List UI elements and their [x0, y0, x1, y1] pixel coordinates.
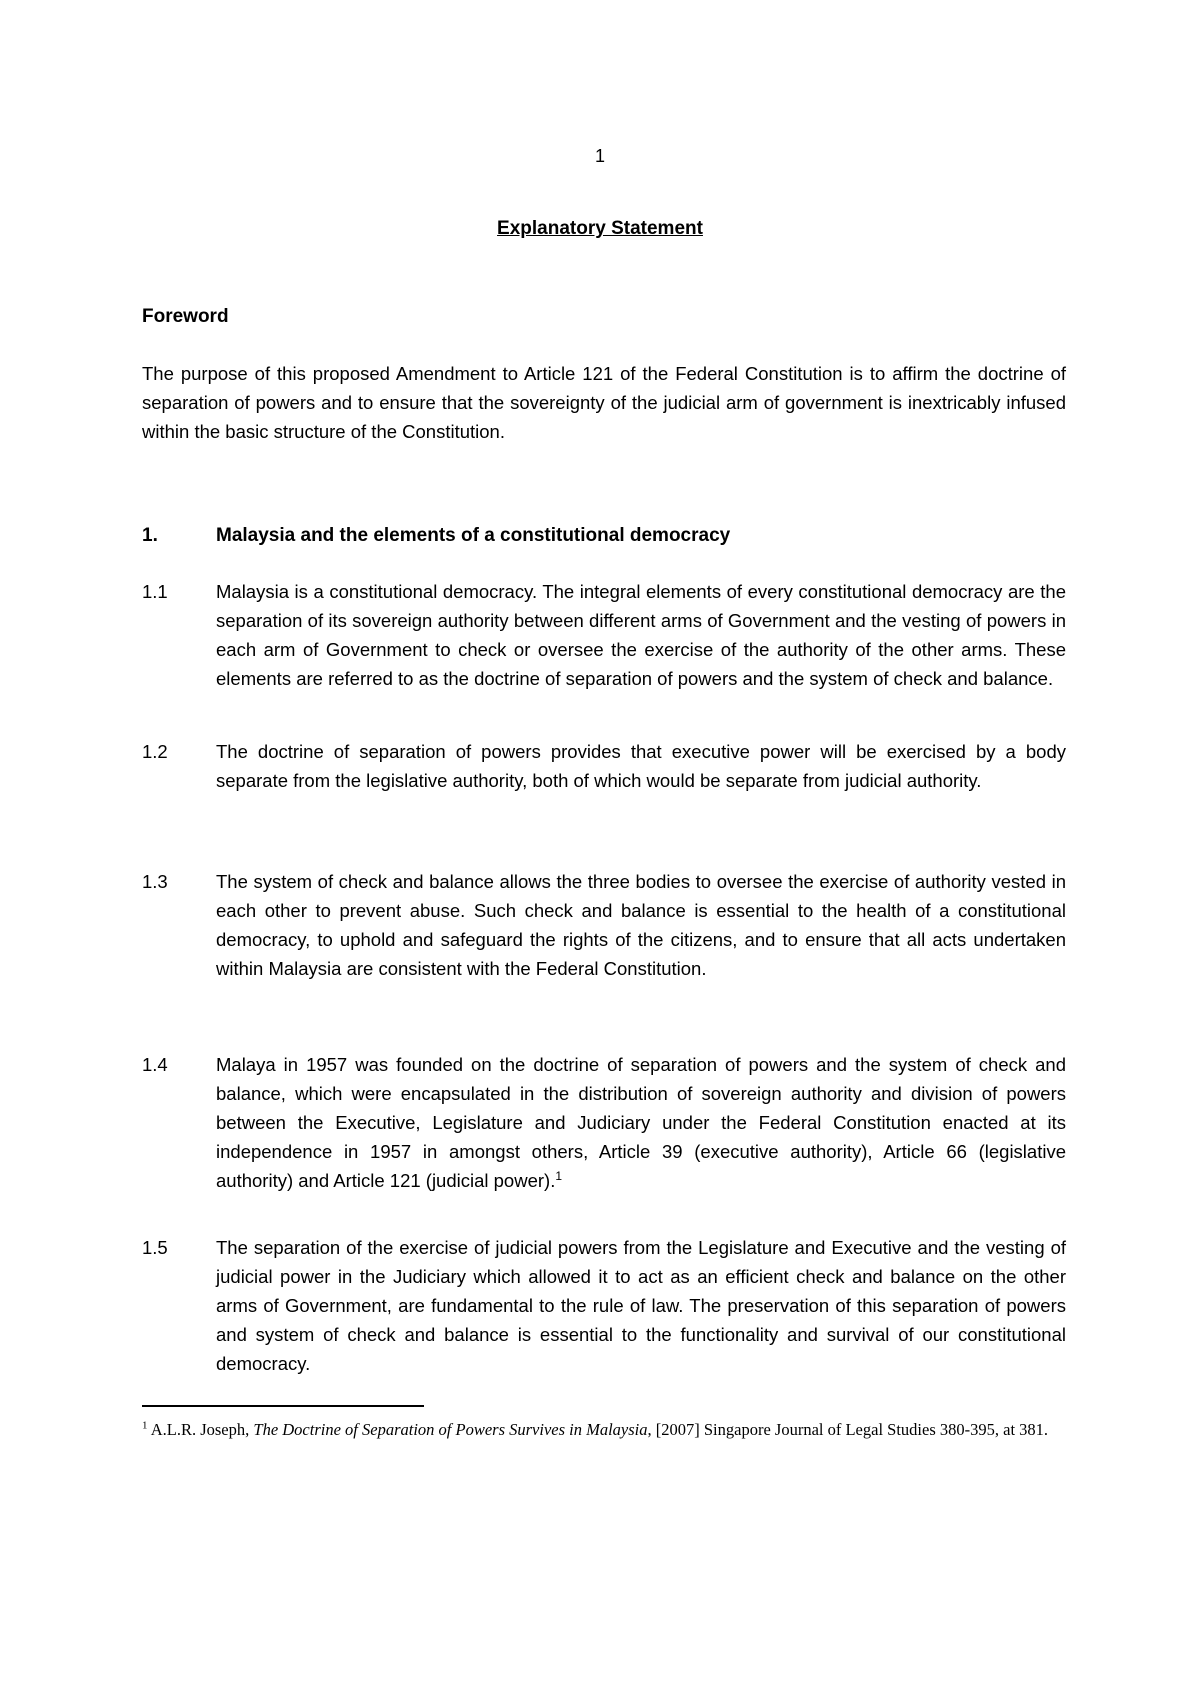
clause-1-1 — [142, 577, 1066, 693]
clause-1-5 — [142, 1233, 1066, 1378]
clause-number: 1.4 — [142, 1054, 168, 1075]
footnote-separator — [142, 1405, 424, 1407]
clause-text: The doctrine of separation of powers provides that executive power will be exercised by a body separate from the legislative authority, both of which would be separate from judicial authority. — [216, 741, 1066, 791]
footnote-marker: 1 — [142, 1419, 148, 1432]
section-number: 1. — [142, 525, 158, 546]
clause-text: The system of check and balance allows the three bodies to oversee the exercise of authority vested in each other to prevent abuse. Such check and balance is essential to the health of a constitutional democracy, to uphold and safeguard the rights of the citizens, and to ensure that all acts undertaken within Malaysia are consistent with the Federal Constitution. — [216, 871, 1066, 979]
document-title: Explanatory Statement — [497, 218, 703, 239]
clause-text: Malaysia is a constitutional democracy. The integral elements of every constitutional democracy are the separation of its sovereign authority between different arms of Government and the vesting of powers in each arm of Government to check or oversee the exercise of the authority of the other arms. These elements are referred to as the doctrine of separation of powers and the system of check and balance. — [216, 581, 1066, 689]
clause-text: Malaya in 1957 was founded on the doctrine of separation of powers and the system of check and balance, which were encapsulated in the distribution of sovereign authority and division of powers between the Executive, Legislature and Judiciary under the Federal Constitution enacted at its independence in 1957 in amongst others, Article 39 (executive authority), Article 66 (legislative authority) and Article 121 (judicial power). — [216, 1054, 1066, 1191]
clause-number: 1.5 — [142, 1237, 168, 1258]
clause-number: 1.2 — [142, 741, 168, 762]
foreword-paragraph: The purpose of this proposed Amendment to Article 121 of the Federal Constitution is to affirm the doctrine of separation of powers and to ensure that the sovereignty of the judicial arm of government is inextricably infused within the basic structure of the Constitution. — [142, 363, 1066, 442]
footnote — [142, 1418, 1066, 1442]
clause-number: 1.1 — [142, 581, 168, 602]
footnote-work-title: The Doctrine of Separation of Powers Survives in Malaysia — [253, 1420, 648, 1439]
section-title: Malaysia and the elements of a constitutional democracy — [216, 525, 731, 546]
footnote-citation: , [2007] Singapore Journal of Legal Studies 380-395, at 381. — [647, 1420, 1049, 1439]
clause-1-4 — [142, 1050, 1066, 1195]
page-number: 1 — [594, 146, 605, 166]
clause-text-container — [216, 1050, 1066, 1195]
clause-text: The separation of the exercise of judicial powers from the Legislature and Executive and the vesting of judicial power in the Judiciary which allowed it to act as an efficient check and balance on the other arms of Government, are fundamental to the rule of law. The preservation of this separation of powers and system of check and balance is essential to the functionality and survival of our constitutional democracy. — [216, 1237, 1066, 1374]
footnote-reference[interactable]: 1 — [555, 1168, 563, 1183]
clause-1-3 — [142, 867, 1066, 983]
clause-1-2 — [142, 737, 1066, 795]
foreword-heading: Foreword — [142, 306, 229, 327]
clause-number: 1.3 — [142, 871, 168, 892]
footnote-author: A.L.R. Joseph, — [150, 1420, 254, 1439]
section-heading — [142, 525, 1066, 547]
